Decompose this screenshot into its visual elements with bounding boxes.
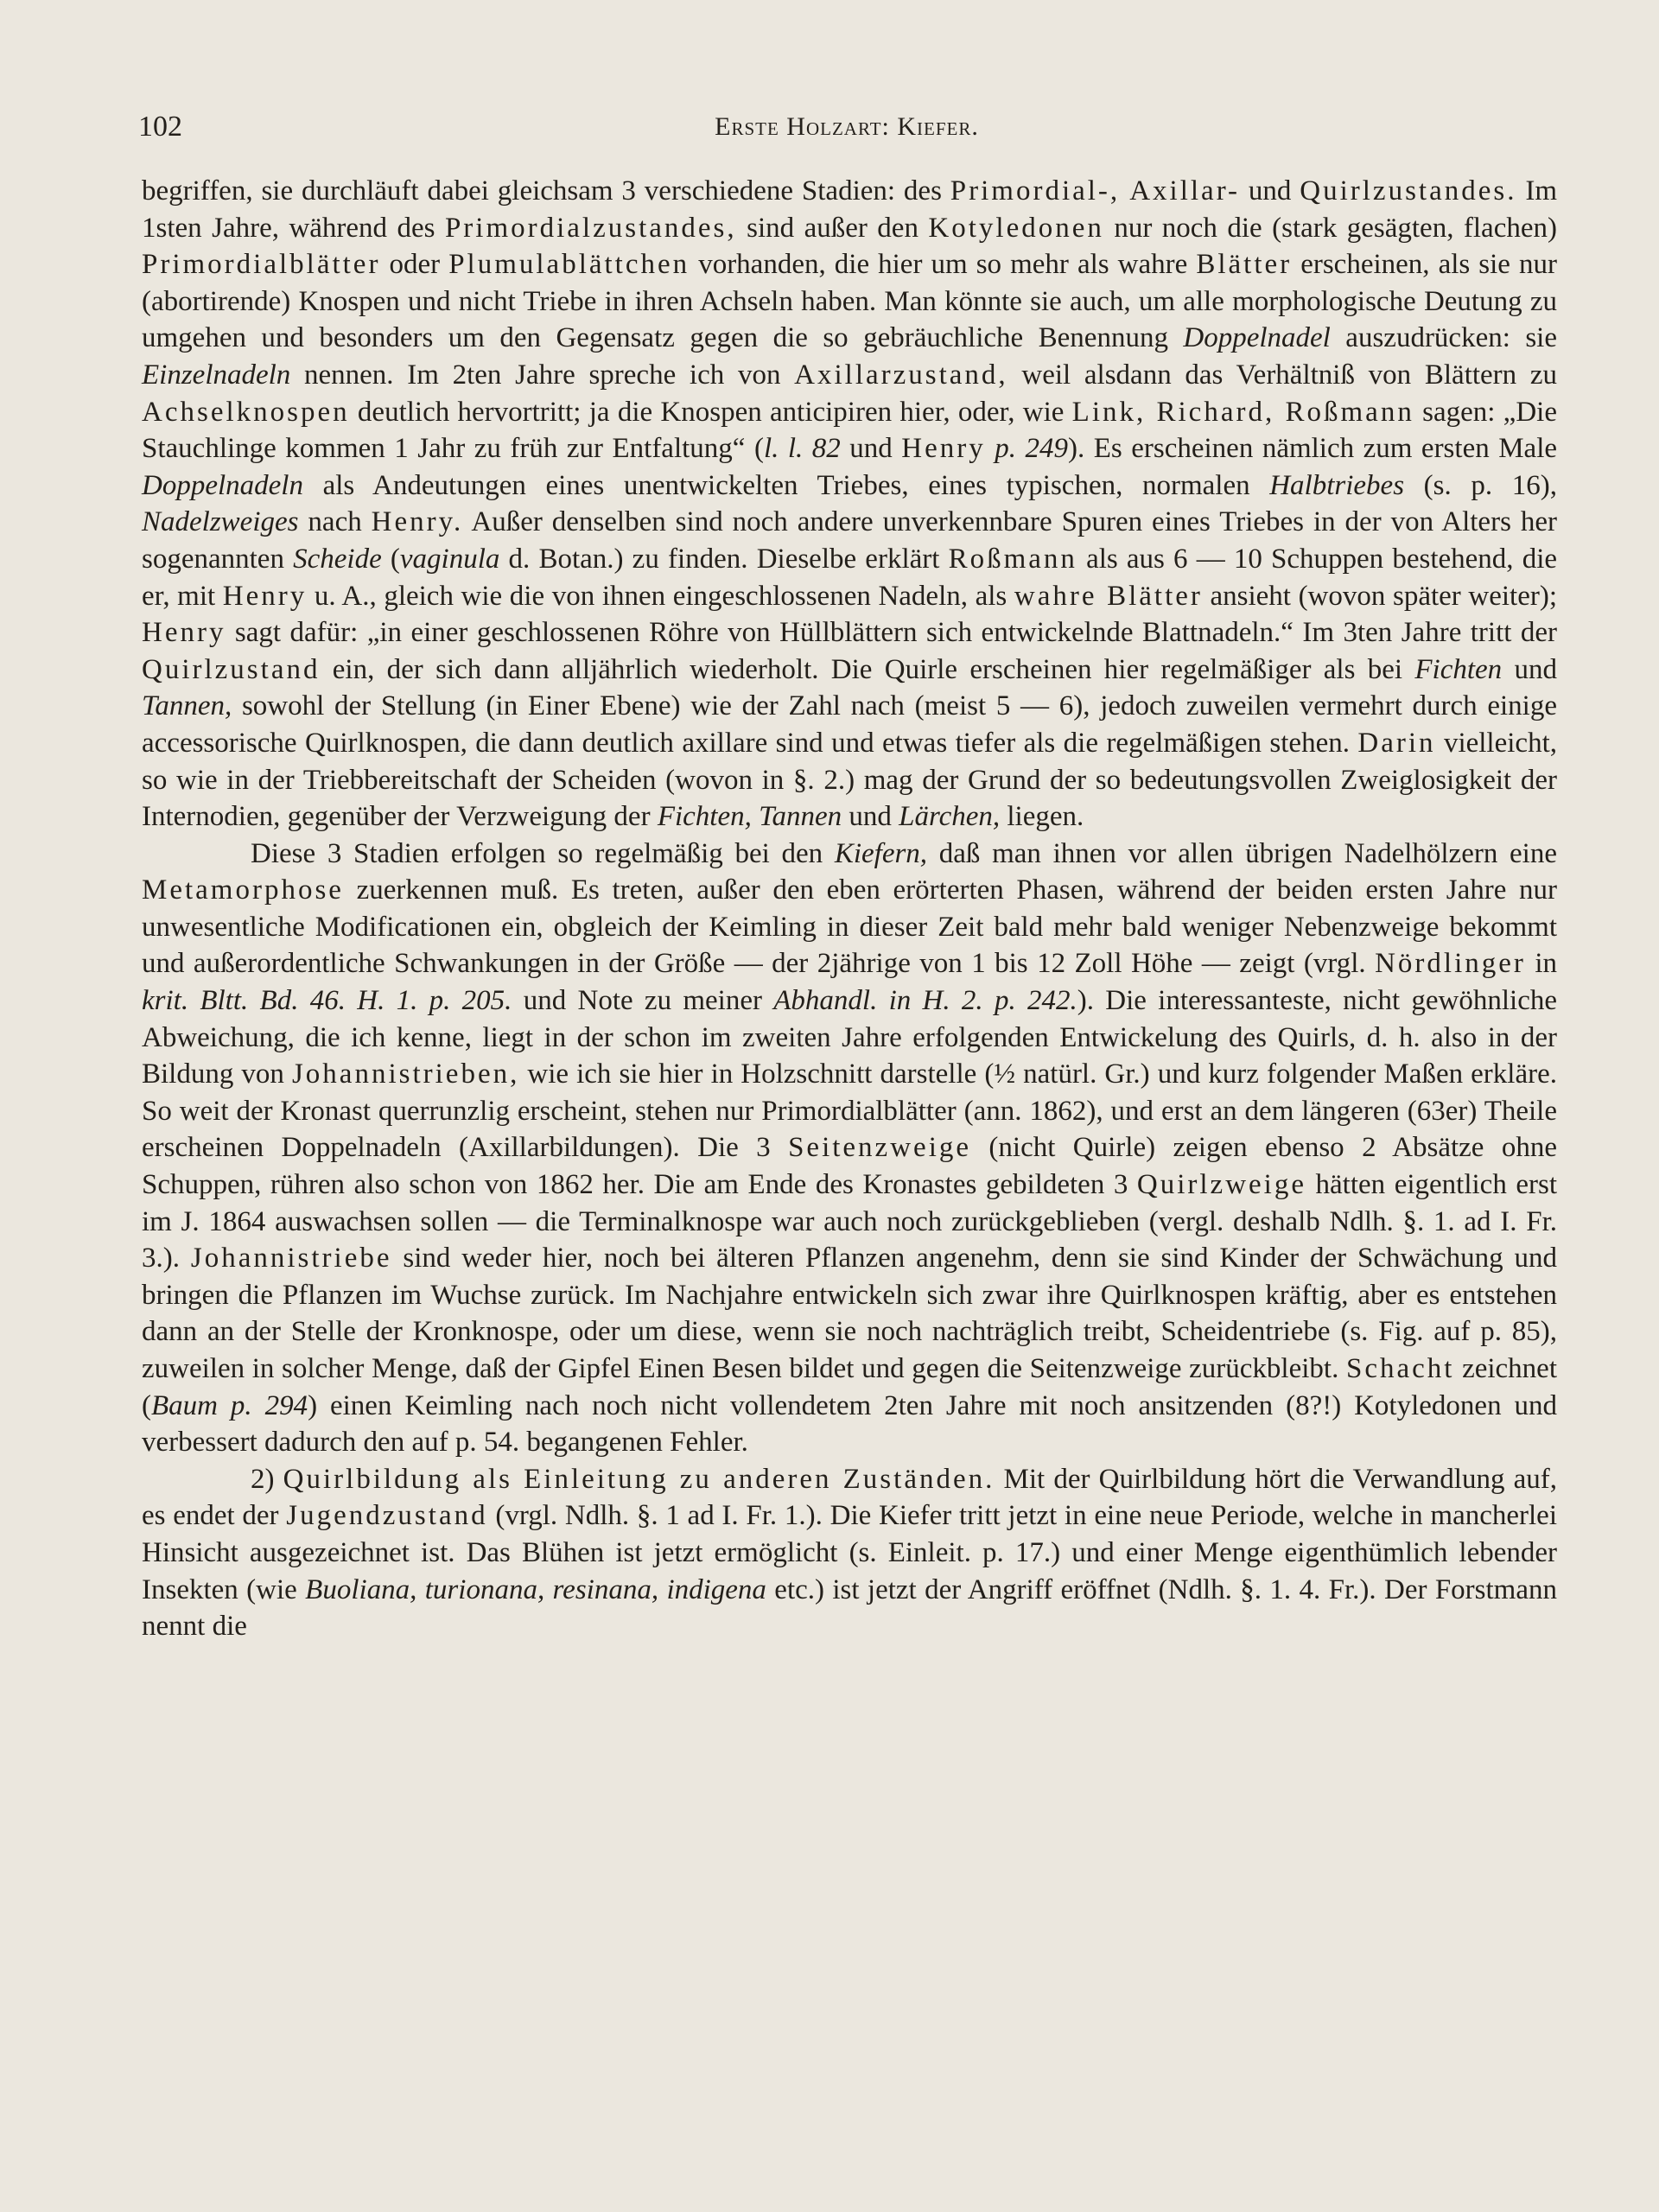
text-run: sagt dafür: „in einer geschlossenen Röhre von Hüllblättern sich entwickelnde Blattnadeln.“ Im 3ten Jahre tritt der: [226, 617, 1557, 649]
text-run: u. A., gleich wie die von ihnen eingeschlossenen Nadeln, als: [307, 580, 1014, 612]
spaced-text-run: Seitenzweige: [788, 1132, 972, 1164]
spaced-text-run: Darin: [1357, 727, 1436, 759]
text-run: oder: [380, 249, 449, 281]
spaced-text-run: Achselknospen: [142, 396, 350, 428]
text-run: weil alsdann das Verhältniß von Blättern zu: [1007, 359, 1558, 391]
text-run: nach: [298, 506, 372, 538]
italic-text-run: Scheide: [293, 543, 382, 575]
spaced-text-run: Nördlinger: [1375, 948, 1526, 980]
text-run: Im 1sten Jahre, während des: [142, 175, 1557, 244]
spaced-text-run: Quirlzweige: [1136, 1169, 1306, 1201]
paragraph-quirlbildung: [142, 1461, 1557, 1645]
italic-text-run: p. 249: [995, 433, 1068, 465]
italic-text-run: Halbtriebes: [1269, 469, 1405, 501]
text-run: sagen: „Die Stauchlinge kommen 1 Jahr zu früh zur Entfaltung“ (: [142, 396, 1557, 465]
italic-text-run: Doppelnadeln: [142, 469, 303, 501]
text-run: als Andeutungen eines unentwickelten Triebes, eines typischen, normalen: [302, 469, 1270, 501]
text-run: (: [381, 543, 400, 575]
text-run: zuerkennen muß. Es treten, außer den eben erörterten Phasen, während der beiden ersten Jahre nur unwesentliche Modificationen ein, obgleich der Keimling in dieser Zeit bald mehr bald weniger Nebenzweige bekommt und außerordentliche Schwankungen in der Größe — der 2jährige von 1 bis 12 Zoll Höhe — zeigt (vrgl.: [142, 874, 1557, 980]
text-run: und: [1502, 653, 1557, 685]
italic-text-run: Lärchen,: [899, 801, 1001, 833]
text-run: sind außer den: [736, 212, 929, 244]
italic-text-run: Fichten: [1414, 653, 1503, 685]
text-run: als aus 6 — 10 Schuppen bestehend, die er, mit: [142, 543, 1558, 612]
text-run: in: [1525, 948, 1557, 980]
text-run: (vrgl. Ndlh. §. 1 ad I. Fr. 1.). Die Kiefer tritt jetzt in eine neue Periode, welche in mancherlei Hinsicht ausgezeichnet ist. Das Blühen ist jetzt ermöglicht (s. Einleit. p. 17.) und einer Menge eigenthümlich lebender Insekten (wie: [142, 1500, 1557, 1605]
spaced-text-run: Quirlzustand: [142, 653, 321, 685]
text-run: auszudrücken: sie: [1330, 322, 1557, 354]
text-run: liegen.: [1000, 801, 1084, 833]
text-run: vorhanden, die hier um so mehr als wahre: [690, 249, 1197, 281]
spaced-text-run: Johannistrieben,: [291, 1058, 520, 1090]
spaced-text-run: Henry: [142, 617, 226, 649]
text-run: nur noch die (stark gesägten, flachen): [1103, 212, 1557, 244]
spaced-text-run: Henry: [901, 433, 986, 465]
text-run: ). Die interessanteste, nicht gewöhnliche Abweichung, die ich kenne, liegt in der schon im zweiten Jahre erfolgenden Entwickelung des Quirls, d. h. also in der Bildung von: [142, 985, 1558, 1090]
italic-text-run: Doppelnadel: [1183, 322, 1331, 354]
text-run: und: [1240, 175, 1300, 207]
text-run: sind weder hier, noch bei älteren Pflanzen angenehm, denn sie sind Kinder der Schwächung und bringen die Pflanzen im Wuchse zurück. Im Nachjahre entwickeln sich zwar ihre Quirlknospen kräftig, aber es entstehen dann an der Stelle der Kronknospe, oder um diese, wenn sie noch nachträglich treibt, Scheidentriebe (s. Fig. auf p. 85), zuweilen in solcher Menge, daß der Gipfel Einen Besen bildet und gegen die Seitenzweige zurückbleibt.: [142, 1243, 1557, 1384]
text-run: hätten eigentlich erst im J. 1864 auswachsen sollen — die Terminalknospe war auch noch zurückgeblieben (vergl. deshalb Ndlh. §. 1. ad I. Fr. 3.).: [142, 1169, 1557, 1274]
spaced-text-run: Primordialblätter: [142, 249, 381, 281]
text-run: Mit der Quirlbildung hört die Verwandlung auf, es endet der: [142, 1463, 1558, 1532]
spaced-text-run: Johannistriebe: [190, 1243, 392, 1274]
text-run: und: [842, 801, 899, 833]
text-run: und: [840, 433, 902, 465]
text-run: ). Es erscheinen nämlich zum ersten Male: [1068, 433, 1558, 465]
text-run: Diese 3 Stadien erfolgen so regelmäßig bei den: [251, 837, 835, 869]
text-run: Außer denselben sind noch andere unverkennbare Spuren eines Triebes in der von Alters her sogenannten: [142, 506, 1557, 575]
text-run: nennen. Im 2ten Jahre spreche ich von: [290, 359, 795, 391]
italic-text-run: krit. Bltt. Bd. 46. H. 1. p. 205.: [142, 985, 512, 1017]
page-number: 102: [138, 111, 182, 143]
text-run: zeichnet (: [142, 1353, 1557, 1421]
spaced-text-run: Primordialzustandes,: [444, 212, 737, 244]
spaced-text-run: Quirlzustandes.: [1300, 175, 1517, 207]
italic-text-run: Nadelzweiges: [142, 506, 299, 538]
text-run: (nicht Quirle) zeigen ebenso 2 Absätze ohne Schuppen, rühren also schon von 1862 her. Die am Ende des Kronastes gebildeten 3: [142, 1132, 1557, 1201]
italic-text-run: l. l. 82: [763, 433, 841, 465]
spaced-text-run: wahre Blätter: [1014, 580, 1203, 612]
text-run: deutlich hervortritt; ja die Knospen anticipiren hier, oder, wie: [349, 396, 1072, 428]
text-run: und Note zu meiner: [512, 985, 774, 1017]
text-run: d. Botan.) zu finden. Dieselbe erklärt: [499, 543, 949, 575]
italic-text-run: Fichten, Tannen: [657, 801, 842, 833]
paragraph-stadien: [142, 173, 1557, 836]
spaced-text-run: Henry: [222, 580, 308, 612]
text-run: begriffen, sie durchläuft dabei gleichsam 3 verschiedene Stadien: des: [142, 175, 950, 207]
spaced-text-run: Axillarzustand,: [794, 359, 1008, 391]
running-head: Erste Holzart: Kiefer.: [715, 112, 979, 141]
spaced-text-run: Plumulablättchen: [448, 249, 690, 281]
text-run: (s. p. 16),: [1404, 469, 1557, 501]
text-run: erscheinen, als sie nur (abortirende) Knospen und nicht Triebe in ihren Achseln haben. Man könnte sie auch, um alle morphologische Deutung zu umgehen und besonders um den Gegensatz gegen die so gebräuchliche Benennung: [142, 249, 1557, 354]
paragraph-metamorphose: [142, 836, 1557, 1461]
spaced-text-run: Kotyledonen: [928, 212, 1104, 244]
spaced-text-run: Metamorphose: [142, 874, 344, 906]
text-run: daß man ihnen vor allen übrigen Nadelhölzern eine: [927, 837, 1557, 869]
spaced-text-run: Henry.: [371, 506, 464, 538]
spaced-text-run: Quirlbildung als Einleitung zu anderen Zuständen.: [283, 1463, 995, 1495]
italic-text-run: Buoliana, turionana, resinana, indigena: [305, 1573, 766, 1605]
spaced-text-run: Jugendzustand: [286, 1500, 488, 1532]
text-run: ) einen Keimling nach noch nicht vollendetem 2ten Jahre mit noch ansitzenden (8?!) Kotyledonen und verbessert dadurch den auf p. 54. begangenen Fehler.: [142, 1389, 1557, 1459]
text-run: sowohl der Stellung (in Einer Ebene) wie der Zahl nach (meist 5 — 6), jedoch zuweilen vermehrt durch einige accessorische Quirlknospen, die dann deutlich axillare sind und etwas tiefer als die regelmäßigen stehen.: [142, 690, 1557, 759]
text-run: ansieht (wovon später weiter);: [1202, 580, 1557, 612]
text-run: ein, der sich dann alljährlich wiederholt. Die Quirle erscheinen hier regelmäßiger als bei: [320, 653, 1415, 685]
text-run: [986, 433, 995, 464]
text-run: wie ich sie hier in Holzschnitt darstelle (½ natürl. Gr.) und kurz folgender Maßen erkläre. So weit der Kronast querrunzlig erscheint, stehen nur Primordialblätter (ann. 1862), und erst an dem längeren (63er) Theile erscheinen Doppelnadeln (Axillarbildungen). Die 3: [142, 1058, 1557, 1164]
italic-text-run: Einzelnadeln: [142, 359, 291, 391]
spaced-text-run: Blätter: [1196, 249, 1293, 281]
text-run: 2): [251, 1463, 283, 1495]
page-header: [138, 111, 1555, 149]
spaced-text-run: Schacht: [1345, 1353, 1455, 1384]
spaced-text-run: Roßmann: [948, 543, 1077, 575]
text-run: etc.) ist jetzt der Angriff eröffnet (Ndlh. §. 1. 4. Fr.). Der Forstmann nennt die: [142, 1573, 1557, 1643]
italic-text-run: Kiefern,: [834, 837, 928, 869]
italic-text-run: Baum p. 294: [151, 1389, 308, 1421]
italic-text-run: Abhandl. in H. 2. p. 242.: [773, 985, 1077, 1017]
spaced-text-run: Link, Richard, Roßmann: [1071, 396, 1414, 428]
text-body: [142, 173, 1557, 1645]
text-run: vielleicht, so wie in der Triebbereitschaft der Scheiden (wovon in §. 2.) mag der Grund der so bedeutungsvollen Zweiglosigkeit der Internodien, gegenüber der Verzweigung der: [142, 727, 1557, 833]
spaced-text-run: Primordial-, Axillar-: [950, 175, 1241, 207]
italic-text-run: Tannen,: [142, 690, 232, 722]
italic-text-run: vaginula: [399, 543, 500, 575]
